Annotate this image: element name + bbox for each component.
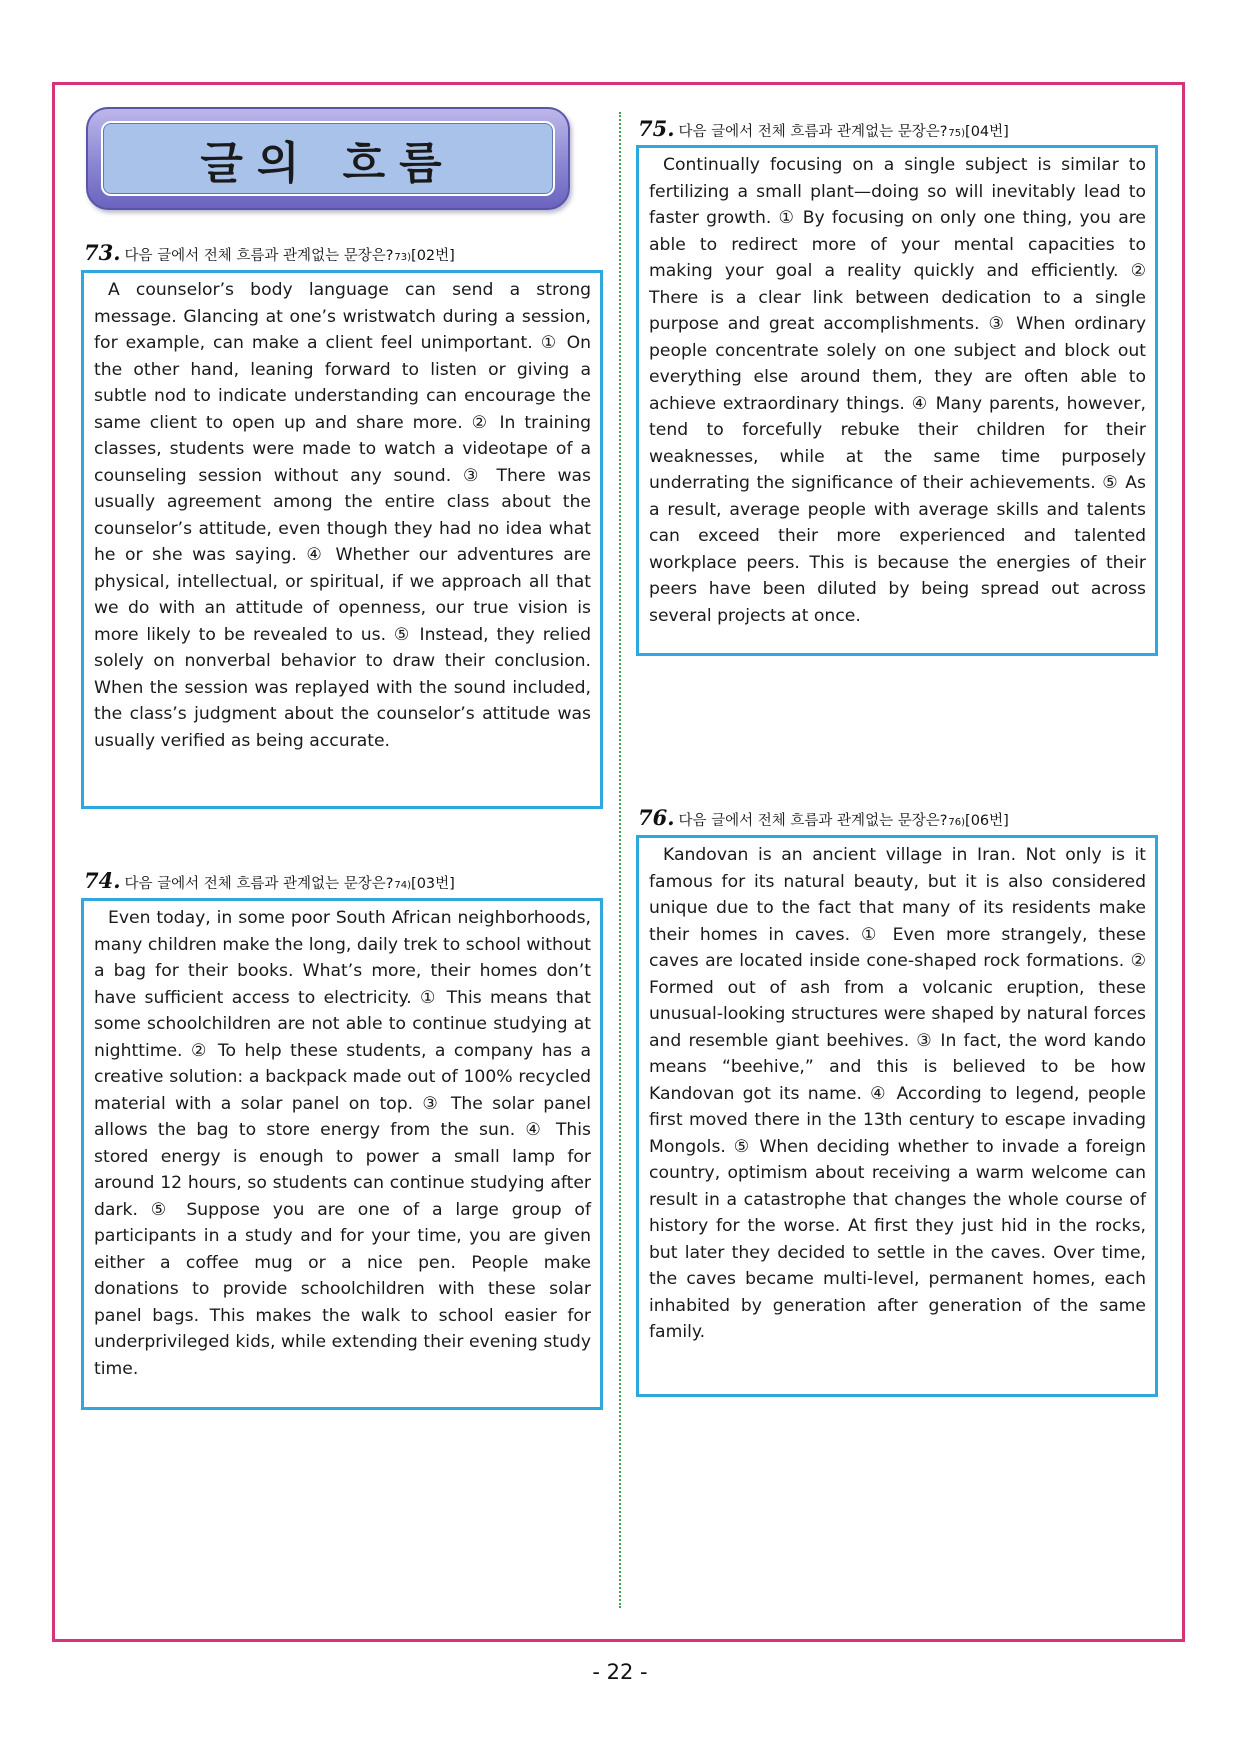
question-73-passage: A counselor’s body language can send a strong message. Glancing at one’s wristwatch during a session, for example, can make a client feel unimportant. ① On the other hand, leaning forward to listen or giving a subtle nod to indicate understanding can encourage the same client to open up and share more. ② In training classes, students were made to watch a videotape of a counseling session without any sound. ③ There was usually agreement among the entire class about the counselor’s attitude, even though they had no idea what he or she was saying. ④ Whether our adventures are physical, intellectual, or spiritual, if we approach all that we do with an attitude of openness, our true vision is more likely to be revealed to us. ⑤ Instead, they relied solely on nonverbal behavior to draw their conclusion. When the session was replayed with the sound included, the class’s judgment about the counselor’s attitude was usually verified as being accurate. [94, 280, 591, 751]
question-ref: 74) [394, 880, 412, 891]
question-76-passage: Kandovan is an ancient village in Iran. Not only is it famous for its natural beauty, but it is also considered unique due to the fact that many of its residents make their homes in caves. ① Even more strangely, these caves are located inside cone-shaped rock formations. ② Formed out of ash from a volcanic eruption, these unusual-looking structures were shaped by natural forces and resemble giant beehives. ③ In fact, the word kando means “beehive,” and this is believed to be how Kandovan got its name. ④ According to legend, people first moved there in the 13th century to escape invading Mongols. ⑤ When deciding whether to invade a foreign country, optimism about receiving a warm welcome can result in a catastrophe that changes the whole course of history for the worse. At first they just hid in the rocks, but later they decided to settle in the caves. Over time, the caves became multi-level, permanent homes, each inhabited by generation after generation of the same family. [649, 845, 1146, 1342]
question-ref: 73) [394, 252, 412, 263]
question-74-passage: Even today, in some poor South African neighborhoods, many children make the long, daily trek to school without a bag for their books. What’s more, their homes don’t have sufficient access to electricity. ① This means that some schoolchildren are not able to continue studying at nighttime. ② To help these students, a company has a creative solution: a backpack made out of 100% recycled material with a solar panel on top. ③ The solar panel allows the bag to store energy from the sun. ④ This stored energy is enough to power a small lamp for around 12 hours, so students can continue studying after dark. ⑤ Suppose you are one of a large group of participants in a study and for your time, you are given either a coffee mug or a nice pen. People make donations to provide schoolchildren with these solar panel bags. This makes the walk to school easier for underprivileged kids, while extending their evening study time. [94, 908, 591, 1379]
question-number: 73. [84, 240, 121, 265]
question-74-header [84, 868, 455, 896]
question-76-header [638, 805, 1009, 833]
section-title-banner [86, 107, 570, 210]
question-75-passage-box [636, 145, 1158, 656]
question-ref: 75) [948, 128, 966, 139]
question-number: 74. [84, 868, 121, 893]
question-number: 76. [638, 805, 675, 830]
question-prompt: 다음 글에서 전체 흐름과 관계없는 문장은? [678, 124, 948, 140]
question-source: [04번] [965, 124, 1009, 140]
page-number: - 22 - [592, 1660, 648, 1684]
question-ref: 76) [948, 817, 966, 828]
question-source: [03번] [411, 876, 455, 892]
question-75-passage: Continually focusing on a single subject is similar to fertilizing a small plant—doing so will inevitably lead to faster growth. ① By focusing on only one thing, you are able to redirect more of your mental capacities to making your goal a reality quickly and efficiently. ② There is a clear link between dedication to a single purpose and great accomplishments. ③ When ordinary people concentrate solely on one subject and block out everything else around them, they are often able to achieve extraordinary things. ④ Many parents, however, tend to forcefully rebuke their children for their weaknesses, while at the same time purposely underrating the significance of their achievements. ⑤ As a result, average people with average skills and talents can exceed their more experienced and talented workplace peers. This is because the energies of their peers have been diluted by being spread out across several projects at once. [649, 155, 1146, 626]
question-source: [06번] [965, 813, 1009, 829]
section-title: 글의 흐름 [200, 137, 456, 189]
question-prompt: 다음 글에서 전체 흐름과 관계없는 문장은? [678, 813, 948, 829]
question-73-passage-box [81, 270, 603, 809]
column-divider [619, 112, 621, 1608]
section-title-panel [101, 121, 555, 196]
question-76-passage-box [636, 835, 1158, 1397]
question-73-header [84, 240, 455, 268]
question-number: 75. [638, 116, 675, 141]
question-75-header [638, 116, 1009, 144]
question-source: [02번] [411, 248, 455, 264]
question-74-passage-box [81, 898, 603, 1410]
question-prompt: 다음 글에서 전체 흐름과 관계없는 문장은? [124, 248, 394, 264]
question-prompt: 다음 글에서 전체 흐름과 관계없는 문장은? [124, 876, 394, 892]
